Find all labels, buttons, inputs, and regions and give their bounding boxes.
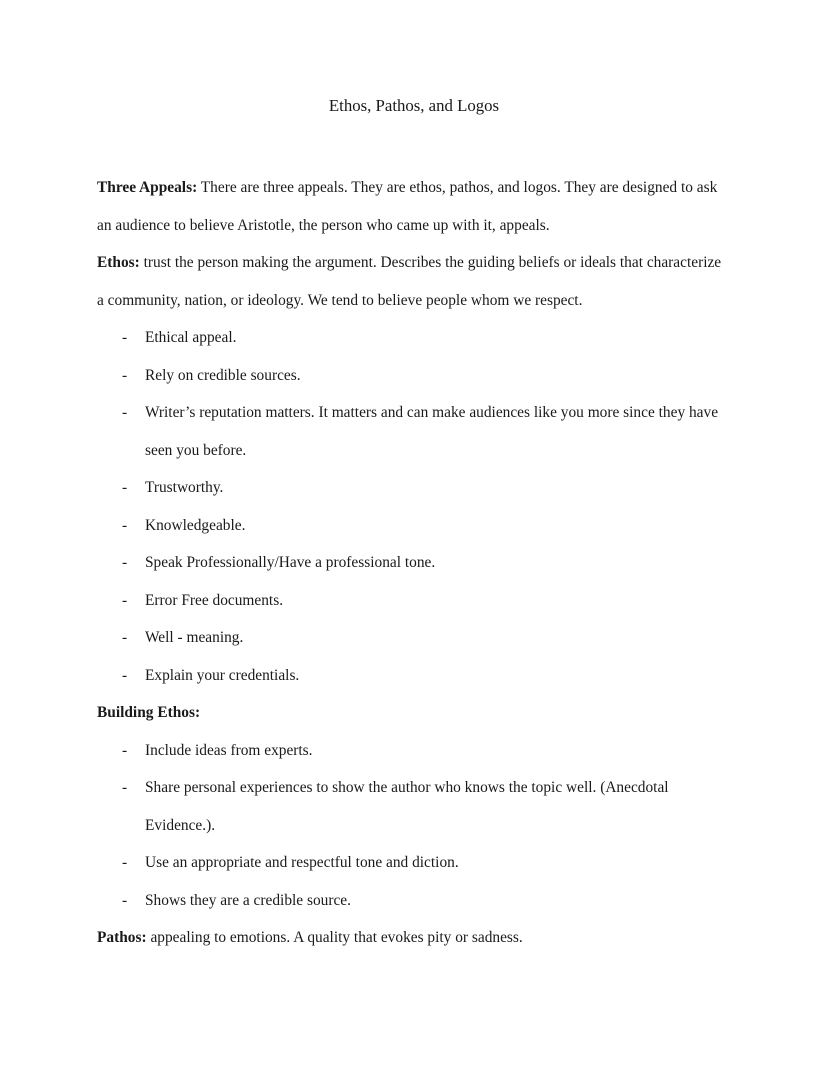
list-item [97, 357, 731, 395]
document-body [97, 169, 731, 957]
list-item-text: Explain your credentials. [145, 666, 300, 684]
list-item-text: Speak Professionally/Have a professional tone. [145, 554, 436, 572]
bullet-dash-marker: - [122, 741, 128, 759]
list-item-text: Ethical appeal. [145, 329, 237, 347]
list-item [97, 582, 731, 620]
list-item [97, 507, 731, 545]
bullet-dash-marker: - [122, 329, 128, 347]
paragraph [97, 919, 731, 957]
bullet-dash-marker: - [122, 891, 128, 909]
document-title: Ethos, Pathos, and Logos [328, 96, 500, 115]
list-item-text: Trustworthy. [145, 479, 224, 497]
list-item-text: Shows they are a credible source. [145, 891, 351, 909]
list-item-text: Use an appropriate and respectful tone and diction. [145, 854, 459, 872]
paragraph [97, 169, 731, 244]
list-item-text: Writer’s reputation matters. It matters and can make audiences like you more since they have seen you before. [145, 404, 719, 459]
list-item [97, 544, 731, 582]
paragraph-lead: Three Appeals: [97, 179, 198, 197]
paragraph [97, 694, 731, 732]
list-item [97, 657, 731, 695]
bullet-list [97, 319, 731, 694]
bullet-dash-marker: - [122, 666, 128, 684]
paragraph-lead: Pathos: [97, 929, 147, 947]
list-item-text: Knowledgeable. [145, 516, 246, 534]
bullet-dash-marker: - [122, 404, 128, 422]
list-item [97, 319, 731, 357]
bullet-dash-marker: - [122, 554, 128, 572]
bullet-dash-marker: - [122, 591, 128, 609]
list-item-text: Well - meaning. [145, 629, 244, 647]
paragraph-text: There are three appeals. They are ethos, pathos, and logos. They are designed to ask an audience to believe Aristotle, the person who came up with it, appeals. [97, 179, 718, 234]
bullet-dash-marker: - [122, 779, 128, 797]
list-item [97, 469, 731, 507]
list-item-text: Include ideas from experts. [145, 741, 313, 759]
list-item [97, 619, 731, 657]
list-item [97, 394, 731, 469]
paragraph-lead: Ethos: [97, 254, 140, 272]
bullet-dash-marker: - [122, 479, 128, 497]
bullet-dash-marker: - [122, 366, 128, 384]
list-item-text: Error Free documents. [145, 591, 284, 609]
bullet-dash-marker: - [122, 629, 128, 647]
list-item [97, 882, 731, 920]
paragraph-text: appealing to emotions. A quality that evokes pity or sadness. [146, 929, 523, 947]
paragraph [97, 244, 731, 319]
list-item [97, 844, 731, 882]
paragraph-lead: Building Ethos: [97, 704, 201, 722]
list-item [97, 769, 731, 844]
paragraph-text: trust the person making the argument. Describes the guiding beliefs or ideals that characterize a community, nation, or ideology. We tend to believe people whom we respect. [97, 254, 722, 309]
bullet-list [97, 732, 731, 920]
bullet-dash-marker: - [122, 854, 128, 872]
list-item-text: Share personal experiences to show the author who knows the topic well. (Anecdotal Evidence.). [145, 779, 669, 834]
list-item [97, 732, 731, 770]
list-item-text: Rely on credible sources. [145, 366, 301, 384]
bullet-dash-marker: - [122, 516, 128, 534]
